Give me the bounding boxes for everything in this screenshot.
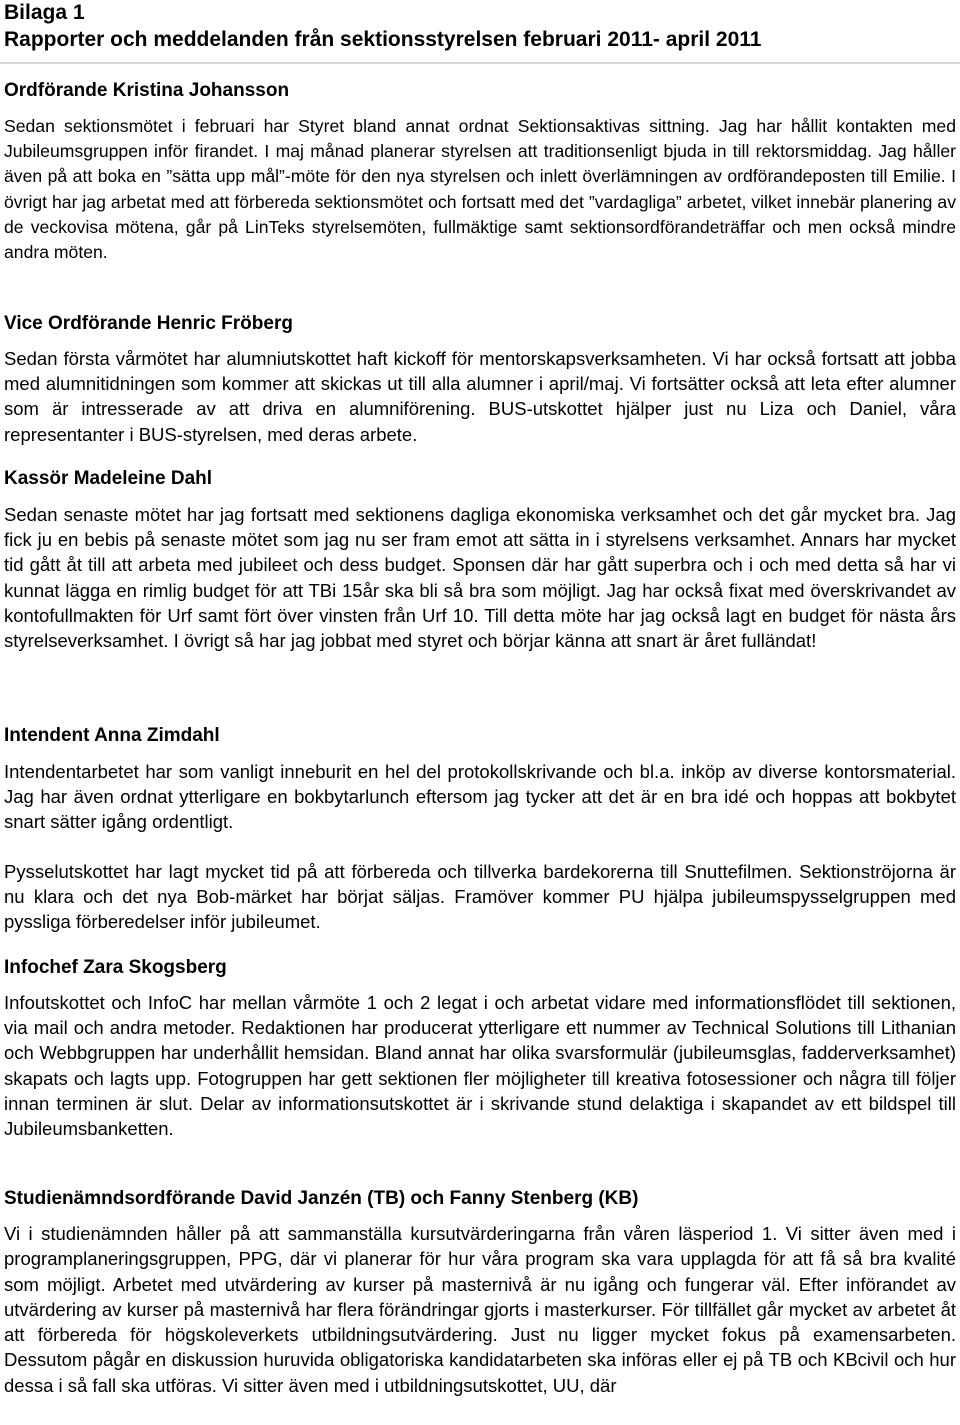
- section-paragraph-studienamnd: Vi i studienämnden håller på att sammanställa kursutvärderingarna från våren läsperiod 1. Vi sitter även med i programplaneringsgruppen, PPG, där vi planerar för hur våra program ska vara upplagda för att få så bra kvalité som möjligt. Arbetet med utvärdering av kurser på masternivå är nu igång och fungerar väl. Efter införandet av utvärdering av kurser på masternivå har flera förändringar gjorts i masterkurser. För tillfället går mycket av arbetet åt att förbereda för högskoleverkets utbildningsutvärdering. Just nu ligger mycket fokus på examensarbeten. Dessutom pågår en diskussion huruvida obligatoriska kandidatarbeten ska införas eller ej på TB och KBcivil och hur dessa i så fall ska utföras. Vi sitter även med i utbildningsutskottet, UU, där: [4, 1223, 956, 1396]
- section-heading-studienamnd: Studienämndsordförande David Janzén (TB) och Fanny Stenberg (KB): [4, 1188, 639, 1209]
- section-heading-intendent: Intendent Anna Zimdahl: [4, 725, 220, 746]
- section-paragraph-kassor: Sedan senaste mötet har jag fortsatt med sektionens dagliga ekonomiska verksamhet och det går mycket bra. Jag fick ju en bebis på senaste mötet som jag nu ser fram emot att sätta in i styrelsens verksamhet. Annars har mycket tid gått åt till att arbeta med jubileet och dess budget. Sponsen där har gått superbra och i och med detta så har vi kunnat lägga en rimlig budget för att TBi 15år ska bli så bra som möjligt. Jag har också fixat med överskrivandet av kontofullmakten för Urf samt fört över vinsten från Urf 10. Till detta möte har jag också lagt en budget för nästa års styrelseverksamhet. I övrigt så har jag jobbat med styret och börjar känna att snart är året fulländat!: [4, 504, 956, 652]
- section-heading-ordforande: Ordförande Kristina Johansson: [4, 80, 290, 101]
- section-paragraph-vice-ordforande: Sedan första vårmötet har alumniutskottet haft kickoff för mentorskapsverksamheten. Vi har också fortsatt att jobba med alumnitidningen som kommer att skickas ut till alla alumner i april/maj. Vi fortsätter också att leta efter alumner som är intresserade av att driva en alumniförening. BUS-utskottet hjälper just nu Liza och Daniel, våra representanter i BUS-styrelsen, med deras arbete.: [4, 348, 956, 445]
- document-subtitle: Rapporter och meddelanden från sektionsstyrelsen februari 2011- april 2011: [4, 28, 762, 51]
- section-heading-vice-ordforande: Vice Ordförande Henric Fröberg: [4, 313, 293, 334]
- document-title: Bilaga 1: [4, 1, 85, 24]
- section-paragraph-intendent-1: Intendentarbetet har som vanligt inneburit en hel del protokollskrivande och bl.a. inköp av diverse kontorsmaterial. Jag har även ordnat ytterligare en bokbytarlunch eftersom jag tycker att det är en bra idé och hoppas att bokbytet snart sätter igång ordentligt.: [4, 761, 956, 833]
- section-heading-infochef: Infochef Zara Skogsberg: [4, 957, 227, 978]
- section-paragraph-intendent-2: Pysselutskottet har lagt mycket tid på att förbereda och tillverka bardekorerna till Snuttefilmen. Sektionströjorna är nu klara och det nya Bob-märket har börjat säljas. Framöver kommer PU hjälpa jubileumspysselgruppen med pyssliga förberedelser inför jubileumet.: [4, 861, 956, 933]
- divider-line: [0, 62, 960, 64]
- section-heading-kassor: Kassör Madeleine Dahl: [4, 468, 213, 489]
- section-paragraph-infochef: Infoutskottet och InfoC har mellan vårmöte 1 och 2 legat i och arbetat vidare med informationsflödet till sektionen, via mail och andra metoder. Redaktionen har producerat ytterligare ett nummer av Technical Solutions till Lithanian och Webbgruppen har underhållit hemsidan. Bland annat har olika svarsformulär (jubileumsglas, fadderverksamhet) skapats och lagts upp. Fotogruppen har gett sektionen fler möjligheter till kreativa fotosessioner och några till följer innan terminen är slut. Delar av informationsutskottet är i skrivande stund delaktiga i skapandet av ett bildspel till Jubileumsbanketten.: [4, 992, 956, 1140]
- section-paragraph-ordforande: Sedan sektionsmötet i februari har Styret bland annat ordnat Sektionsaktivas sittning. Jag har hållit kontakten med Jubileumsgruppen inför firandet. I maj månad planerar styrelsen att traditionsenligt bjuda in till rektorsmiddag. Jag håller även på att boka en ”sätta upp mål”-möte för den nya styrelsen och inlett överlämningen av ordförandeposten till Emilie. I övrigt har jag arbetat med att förbereda sektionsmötet och fortsatt med det ”vardagliga” arbetet, vilket innebär planering av de veckovisa mötena, går på LinTeks styrelsemöten, fullmäktige samt sektionsordförandeträffar och men också mindre andra möten.: [4, 116, 956, 263]
